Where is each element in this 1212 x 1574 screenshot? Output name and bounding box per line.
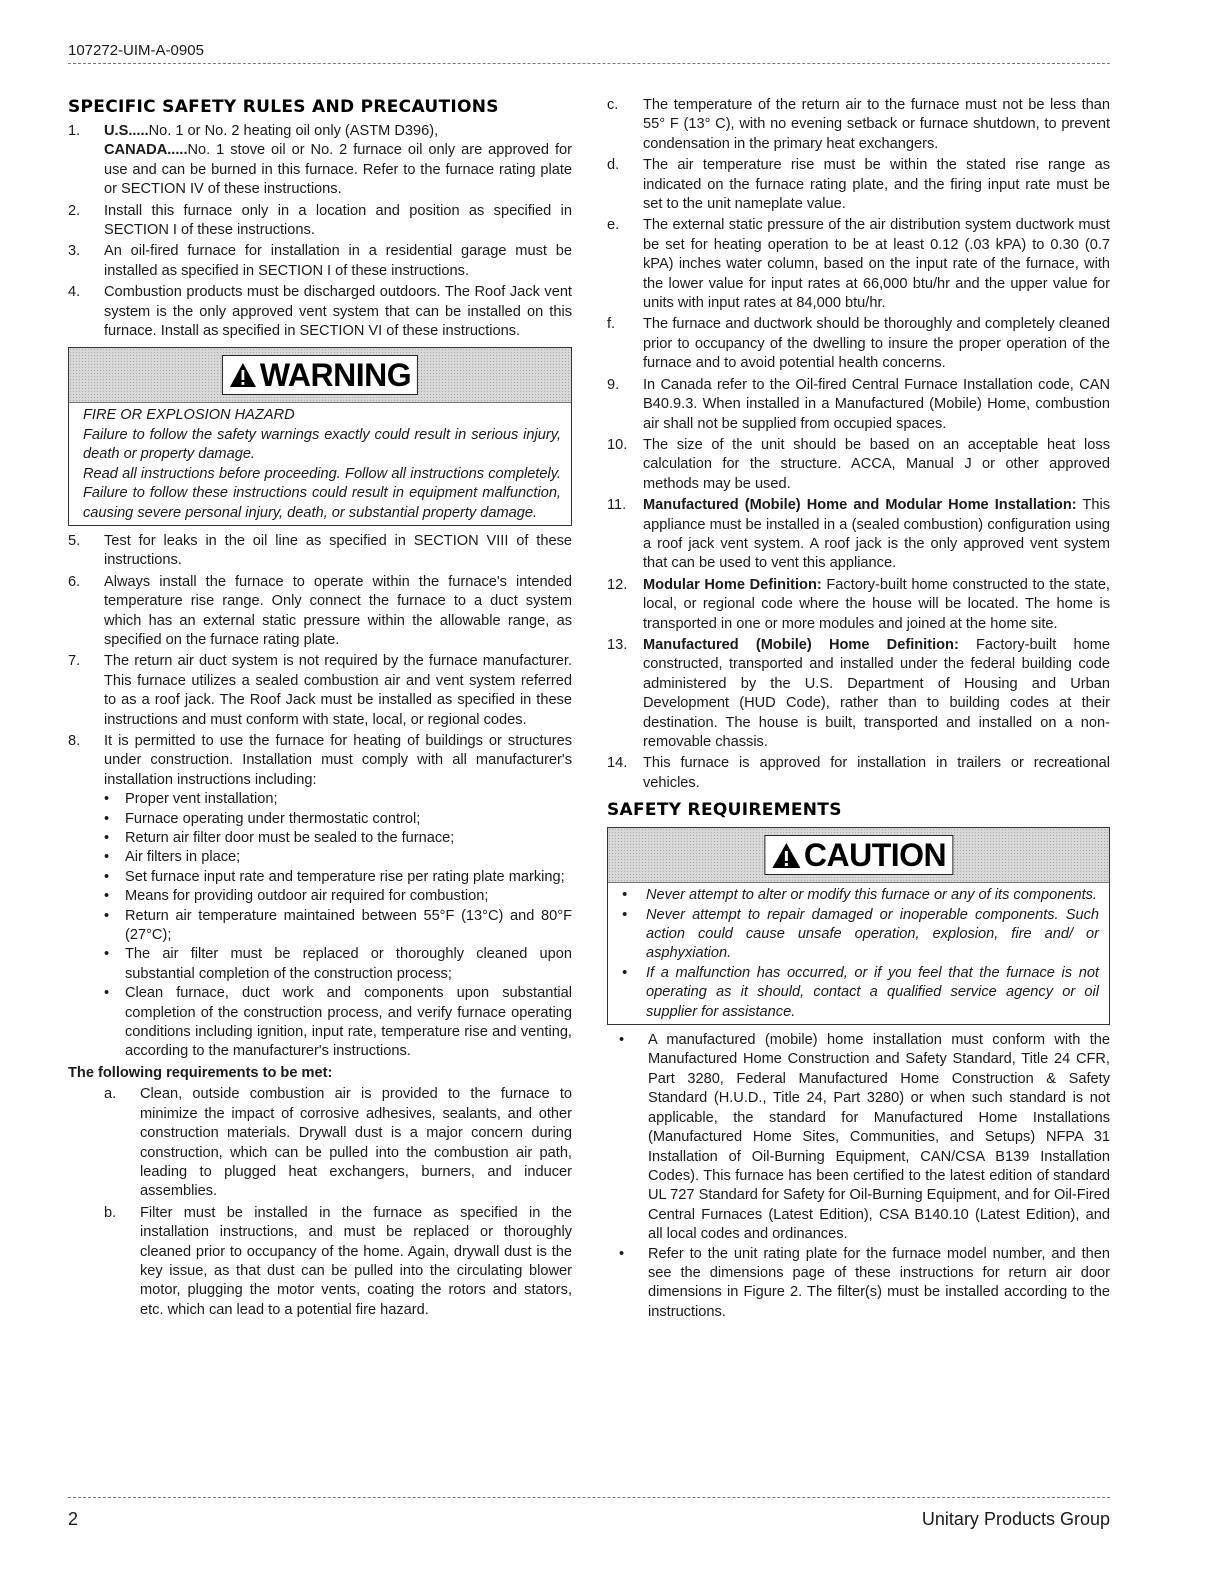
caution-bullet: • If a malfunction has occurred, or if you feel that the furnace is not operating as it should, contact a qualified service agency or oil supplier for assistance. <box>622 964 1099 1022</box>
item-text: Factory-built home constructed to the state, local, or regional code where the house will be located. The home is transported in one or more modules and joined at the home site. <box>643 576 1110 632</box>
item-text: It is permitted to use the furnace for heating of buildings or structures under construction. Installation must comply with all manufacturer's installation instructions including: <box>104 732 572 788</box>
bullet-item: • Proper vent installation; <box>104 790 572 809</box>
list-item <box>607 436 1110 494</box>
item-text: In Canada refer to the Oil-fired Central Furnace Installation code, CAN B40.9.3. When installed in a Manufactured (Mobile) Home, combustion air shall not be supplied from occupied spaces. <box>643 376 1110 432</box>
item-text: Clean, outside combustion air is provided to the furnace to minimize the impact of corrosive adhesives, sealants, and other construction materials. Drywall dust is a major concern during construction, which can be pulled into the combustion air path, leading to plugged heat exchangers, burners, and inducer assemblies. <box>140 1086 572 1200</box>
item-number: 3. <box>68 243 81 260</box>
list-item <box>68 732 572 1062</box>
item-number: 7. <box>68 653 81 670</box>
left-column <box>68 96 572 1322</box>
rules-list-c <box>607 376 1110 794</box>
item-number: 4. <box>68 284 81 301</box>
list-item <box>68 652 572 730</box>
warning-label <box>222 355 418 395</box>
list-item <box>571 216 1110 313</box>
rules-list-b <box>68 532 572 1062</box>
item-text: This furnace is approved for installation in trailers or recreational vehicles. <box>643 755 1110 791</box>
page-footer <box>68 1497 1110 1539</box>
page-number: 2 <box>68 1509 79 1529</box>
rules-list-a <box>68 122 572 341</box>
bullet-item: • Refer to the unit rating plate for the furnace model number, and then see the dimensions page of these instructions for return air door dimensions in Figure 2. The filter(s) must be installed according to the instructions. <box>619 1245 1110 1323</box>
construction-bullets <box>104 790 572 1062</box>
warning-heading: FIRE OR EXPLOSION HAZARD <box>83 407 295 424</box>
safety-requirements-title: SAFETY REQUIREMENTS <box>607 800 842 821</box>
item-text: The furnace and ductwork should be thoroughly and completely cleaned prior to occupancy of the dwelling to insure the proper operation of the furnace and to avoid potential health concerns. <box>643 316 1110 372</box>
list-item <box>607 754 1110 793</box>
page-header <box>68 42 1110 64</box>
company-name: Unitary Products Group <box>921 1509 1110 1529</box>
list-item <box>68 202 572 241</box>
list-item <box>607 496 1110 574</box>
item-lead: Manufactured (Mobile) Home Definition: <box>643 636 959 653</box>
item-number: 11. <box>607 497 627 514</box>
caution-triangle-icon <box>771 842 801 869</box>
list-item <box>607 636 1110 752</box>
doc-code: 107272-UIM-A-0905 <box>68 42 204 59</box>
item-letter: f. <box>607 316 616 333</box>
item-number: 8. <box>68 732 81 749</box>
item-text: Combustion products must be discharged outdoors. The Roof Jack vent system is the only approved vent system that can be installed on this furnace. Install as specified in SECTION VI of these instructions. <box>104 284 572 340</box>
bullet-item: • Clean furnace, duct work and components upon substantial completion of the construction process, and verify furnace operating conditions including ignition, input rate, temperature rise and venting, according to the manufacturer's instructions. <box>104 984 572 1062</box>
item-text: The air temperature rise must be within the stated rise range as indicated on the furnace rating plate, and the firing input rate must be set to the unit nameplate value. <box>643 157 1110 213</box>
bullet-item: • A manufactured (mobile) home installation must conform with the Manufactured Home Construction and Safety Standard, Title 24 CFR, Part 3280, Federal Manufactured Home Construction & Safety Standard (H.U.D., Title 24, Part 3280) or when such standard is not applicable, the standard for Manufactured Home Installations (Manufactured Home Sites, Communities, and Setups) NFPA 31 Installation of Oil-Burning Equipment, CAN/CSA B139 Installation Codes). This furnace has been certified to the latest edition of standard UL 727 Standard for Safety for Oil-Burning Equipment, and for Oil-Fired Central Furnaces (Latest Edition), CSA B140.10 (Latest Edition), and all local codes and ordinances. <box>619 1031 1110 1244</box>
right-column <box>607 96 1110 1322</box>
item-text: Factory-built home constructed, transported and installed under the federal building code administered by the U.S. Department of Housing and Urban Development (HUD Code), rather than to building codes at their destination. The house is built, transported and installed on a non-removable chassis. <box>643 636 1110 750</box>
bullet-item: • Return air temperature maintained between 55°F (13°C) and 80°F (27°C); <box>104 907 572 946</box>
item-text: The size of the unit should be based on an acceptable heat loss calculation for the structure. ACCA, Manual J or other approved methods may be used. <box>643 436 1110 492</box>
bullet-item: • Means for providing outdoor air required for combustion; <box>104 887 572 906</box>
list-item <box>607 576 1110 634</box>
bullet-item: • Set furnace input rate and temperature rise per rating plate marking; <box>104 868 572 887</box>
caution-label-text: CAUTION <box>803 837 947 874</box>
caution-bullet: • Never attempt to repair damaged or inoperable components. Such action could cause unsafe operation, explosion, fire and/ or asphyxiation. <box>622 906 1099 964</box>
item-text: Filter must be installed in the furnace as specified in the installation instructions, and must be replaced or thoroughly cleaned prior to occupancy of the home. Again, drywall dust is the key issue, as that dust can be pulled into the circulating blower motor, plugging the motor vents, coating the rotors and stators, etc. which can lead to a potential fire hazard. <box>140 1204 572 1318</box>
bullet-item: • Return air filter door must be sealed to the furnace; <box>104 829 572 848</box>
warning-banner <box>69 348 571 403</box>
safety-bullets <box>607 1031 1110 1322</box>
item-text: An oil-fired furnace for installation in a residential garage must be installed as specified in SECTION I of these instructions. <box>104 243 572 279</box>
caution-box <box>607 827 1110 1025</box>
list-item <box>571 156 1110 214</box>
caution-banner <box>608 828 1109 883</box>
item-text: This appliance must be installed in a (sealed combustion) configuration using a roof jack vent system. A roof jack is the only approved vent system that can be used to vent this appliance. <box>643 497 1110 572</box>
item-text: The temperature of the return air to the furnace must not be less than 55° F (13° C), with no evening setback or furnace shutdown, to prevent condensation in the primary heat exchangers. <box>643 97 1110 152</box>
list-item <box>68 242 572 281</box>
item-number: 6. <box>68 573 81 590</box>
item-lead: U.S..... <box>104 123 149 139</box>
item-letter: c. <box>607 97 619 113</box>
item-text: The return air duct system is not required by the furnace manufacturer. This furnace utilizes a sealed combustion air and vent system referred to as a roof jack. The Roof Jack must be installed as specified in these instructions and must conform with state, local, or regional codes. <box>104 653 572 728</box>
item-text: Install this furnace only in a location and position as specified in SECTION I of these instructions. <box>104 202 572 239</box>
item-text: Always install the furnace to operate within the furnace's intended temperature rise range. Only connect the furnace to a duct system which has an external static pressure within the allowable range, as specified on the furnace rating plate. <box>104 573 572 648</box>
item-lead: Manufactured (Mobile) Home and Modular Home Installation: <box>643 497 1077 514</box>
list-item <box>607 376 1110 434</box>
list-item <box>571 96 1110 154</box>
item-letter: e. <box>607 217 620 234</box>
warning-box <box>68 347 572 525</box>
caution-bullet: • Never attempt to alter or modify this furnace or any of its components. <box>622 886 1099 905</box>
item-number: 14. <box>607 755 628 772</box>
item-number: 5. <box>68 532 81 549</box>
requirements-list-continued <box>571 96 1110 374</box>
item-lead: Modular Home Definition: <box>643 576 822 593</box>
warning-label-text: WARNING <box>259 357 412 394</box>
bullet-item: • Air filters in place; <box>104 848 572 867</box>
item-letter: a. <box>104 1086 117 1103</box>
item-number: 12. <box>607 576 628 593</box>
warning-body <box>69 403 571 524</box>
item-number: 1. <box>68 123 81 139</box>
item-number: 10. <box>607 436 628 453</box>
list-item <box>68 283 572 341</box>
item-text: No. 1 stove oil or No. 2 furnace oil only are approved for use and can be burned in this furnace. Refer to the furnace rating plate or SECTION IV of these instructions. <box>104 142 572 198</box>
list-item <box>571 315 1110 373</box>
item-letter: d. <box>607 157 620 174</box>
section-title: SPECIFIC SAFETY RULES AND PRECAUTIONS <box>68 97 499 117</box>
item-text: The external static pressure of the air distribution system ductwork must be set for heating operation to be at least 0.12 (.03 kPA) to 0.30 (0.7 kPA) inches water column, based on the input rate of the furnace, with the lower value for input rates at 66,000 btu/hr and the upper value for units with input rates at 84,000 btu/hr. <box>643 217 1110 312</box>
warning-text: Read all instructions before proceeding. Follow all instructions completely. Failure to follow these instructions could result in equipment malfunction, causing severe personal injury, death, or substantial property damage. <box>83 465 561 521</box>
warning-text: Failure to follow the safety warnings exactly could result in serious injury, death or property damage. <box>83 426 561 463</box>
item-number: 2. <box>68 202 81 219</box>
bullet-item: • The air filter must be replaced or thoroughly cleaned upon substantial completion of the construction process; <box>104 945 572 984</box>
item-number: 9. <box>607 376 620 393</box>
list-item <box>68 532 572 571</box>
item-text: Test for leaks in the oil line as specified in SECTION VIII of these instructions. <box>104 532 572 569</box>
list-item <box>68 1204 572 1320</box>
list-item <box>68 122 572 200</box>
item-lead: CANADA..... <box>104 142 188 159</box>
caution-bullets <box>622 886 1099 1022</box>
item-text: No. 1 or No. 2 heating oil only (ASTM D396), <box>148 123 439 139</box>
requirements-list <box>68 1085 572 1320</box>
requirements-heading: The following requirements to be met: <box>68 1064 333 1081</box>
item-number: 13. <box>607 636 628 653</box>
caution-label <box>764 835 953 875</box>
list-item <box>68 1085 572 1201</box>
caution-body <box>608 883 1109 1024</box>
bullet-item: • Furnace operating under thermostatic control; <box>104 810 572 829</box>
list-item <box>68 573 572 651</box>
item-letter: b. <box>104 1204 117 1221</box>
warning-triangle-icon <box>229 362 257 388</box>
